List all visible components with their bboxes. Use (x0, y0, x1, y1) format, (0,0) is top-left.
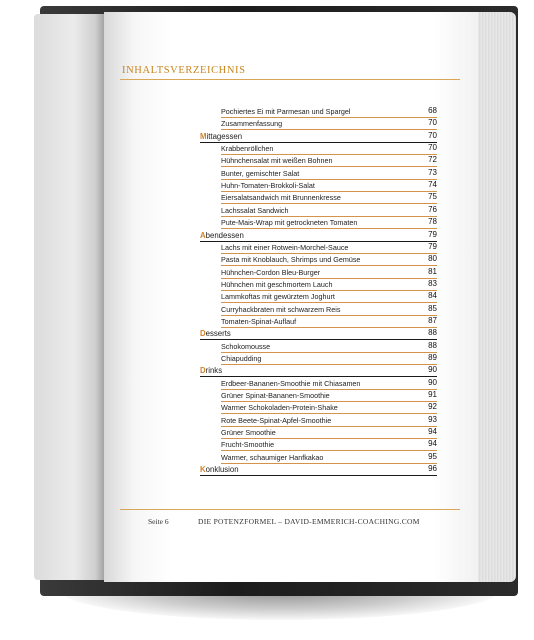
toc-entry-title: Zusammenfassung (221, 119, 283, 129)
toc-section[interactable] (200, 230, 437, 242)
toc-section[interactable] (200, 464, 437, 476)
toc-page-number: 94 (428, 439, 437, 449)
toc-section-title (200, 366, 222, 375)
toc-page-number: 91 (428, 390, 437, 400)
toc-section-rest: onklusion (205, 465, 239, 475)
toc-section-title (200, 465, 239, 474)
toc-page-number: 95 (428, 451, 437, 461)
toc-entry-title: Grüner Smoothie (221, 428, 276, 438)
toc-page-number: 70 (428, 143, 437, 153)
toc-entry-title: Lachssalat Sandwich (221, 205, 289, 215)
toc-page-number: 84 (428, 291, 437, 301)
toc-section-initial: K (200, 465, 206, 475)
toc-section-title (200, 231, 244, 240)
toc-entry-title: Bunter, gemischter Salat (221, 168, 300, 178)
toc-page-number: 83 (428, 278, 437, 288)
toc-entry-title: Huhn-Tomaten-Brokkoli-Salat (221, 181, 315, 191)
book-page (104, 12, 478, 582)
toc-entry-title: Chiapudding (221, 354, 262, 363)
toc-entry[interactable] (221, 205, 437, 217)
toc-page-number: 78 (428, 217, 437, 227)
toc-section-initial: D (200, 329, 206, 339)
toc-section-rest: bendessen (205, 230, 244, 240)
footer-page-number: Seite 6 (148, 517, 169, 526)
toc-entry[interactable] (221, 390, 437, 402)
toc-page-number: 72 (428, 155, 437, 165)
footer-text: DIE POTENZFORMEL – DAVID-EMMERICH-COACHING.COM (198, 517, 420, 526)
toc-entry[interactable] (221, 192, 437, 204)
toc-entry-title: Pasta mit Knoblauch, Shrimps und Gemüse (221, 255, 361, 265)
toc-entry-title: Erdbeer-Bananen-Smoothie mit Chiasamen (221, 378, 361, 388)
toc-page-number: 75 (428, 192, 437, 202)
page-title: INHALTSVERZEICHNIS (122, 65, 246, 76)
toc-page-number: 81 (428, 266, 437, 276)
toc-page-number: 89 (428, 353, 437, 362)
toc-page-number: 79 (428, 241, 437, 251)
toc-entry[interactable] (221, 279, 437, 291)
toc-entry[interactable] (221, 180, 437, 192)
toc-page-number: 92 (428, 402, 437, 412)
toc-entry[interactable] (221, 402, 437, 414)
toc-entry[interactable] (221, 242, 437, 254)
toc-entry[interactable] (221, 267, 437, 279)
toc-entry[interactable] (221, 427, 437, 439)
toc-entry[interactable] (221, 353, 437, 365)
toc-page-number: 68 (428, 106, 437, 115)
toc-entry-title: Frucht-Smoothie (221, 440, 275, 450)
toc-entry-title: Eiersalatsandwich mit Brunnenkresse (221, 193, 341, 203)
left-page (34, 14, 106, 580)
toc-page-number: 70 (428, 130, 437, 140)
toc-entry-title: Pute-Mais-Wrap mit getrockneten Tomaten (221, 218, 358, 228)
footer-rule (120, 509, 460, 510)
toc-page-number: 87 (428, 315, 437, 325)
toc-page-number: 94 (428, 427, 437, 437)
toc-entry[interactable] (221, 143, 437, 155)
toc-entry[interactable] (221, 291, 437, 303)
toc-entry[interactable] (221, 452, 437, 464)
toc-page-number: 90 (428, 365, 437, 375)
toc-entry-title: Grüner Spinat-Bananen-Smoothie (221, 391, 330, 401)
header-rule (120, 79, 460, 80)
toc-page-number: 90 (428, 377, 437, 387)
toc-entry[interactable] (221, 168, 437, 180)
toc-entry[interactable] (221, 341, 437, 353)
toc-entry[interactable] (221, 415, 437, 427)
toc-page-number: 88 (428, 340, 437, 350)
toc-entry[interactable] (221, 378, 437, 390)
toc-page-number: 74 (428, 180, 437, 190)
toc-entry[interactable] (221, 217, 437, 229)
toc-entry-title: Schokomousse (221, 341, 271, 351)
toc-section-initial: M (200, 131, 207, 141)
toc-page-number: 73 (428, 167, 437, 177)
toc-entry-title: Lammkoftas mit gewürztem Joghurt (221, 292, 335, 302)
toc-page-number: 96 (428, 464, 437, 474)
toc-entry-title: Hühnchensalat mit weißen Bohnen (221, 156, 333, 166)
toc-page-number: 76 (428, 204, 437, 214)
toc-section-rest: rinks (205, 366, 223, 376)
toc-section-title (200, 132, 242, 141)
toc-page-number: 70 (428, 118, 437, 128)
toc-section[interactable] (200, 131, 437, 143)
toc-entry-title: Tomaten-Spinat-Auflauf (221, 316, 297, 326)
toc-section-title (200, 329, 231, 338)
toc-entry[interactable] (221, 106, 437, 118)
toc-entry[interactable] (221, 316, 437, 328)
toc-section-initial: D (200, 366, 206, 376)
toc-entry-title: Lachs mit einer Rotwein-Morchel-Sauce (221, 242, 349, 252)
toc-section-initial: A (200, 230, 206, 240)
toc-entry[interactable] (221, 118, 437, 130)
toc-entry[interactable] (221, 439, 437, 451)
toc-page-number: 88 (428, 328, 437, 338)
toc-entry-title: Hühnchen mit geschmortem Lauch (221, 279, 333, 289)
toc-entry-title: Hühnchen-Cordon Bleu-Burger (221, 267, 321, 277)
toc-entry-title: Warmer, schaumiger Hanfkakao (221, 452, 324, 462)
toc-entry-title: Rote Beete-Spinat-Apfel-Smoothie (221, 415, 332, 425)
toc-entry[interactable] (221, 304, 437, 316)
toc-section[interactable] (200, 328, 437, 340)
toc-page-number: 79 (428, 229, 437, 239)
toc-section-rest: ittagessen (206, 131, 243, 141)
toc-page-number: 93 (428, 414, 437, 424)
toc-entry-title: Curryhackbraten mit schwarzem Reis (221, 304, 341, 314)
toc-entry[interactable] (221, 254, 437, 266)
toc-section[interactable] (200, 365, 437, 377)
toc-entry-title: Warmer Schokoladen-Protein-Shake (221, 403, 338, 413)
toc-entry[interactable] (221, 155, 437, 167)
toc-entry-title: Krabbenröllchen (221, 144, 274, 154)
toc-page-number: 80 (428, 254, 437, 264)
toc-entry-title: Pochiertes Ei mit Parmesan und Spargel (221, 107, 351, 116)
toc-page-number: 85 (428, 303, 437, 313)
toc-section-rest: esserts (205, 329, 231, 339)
